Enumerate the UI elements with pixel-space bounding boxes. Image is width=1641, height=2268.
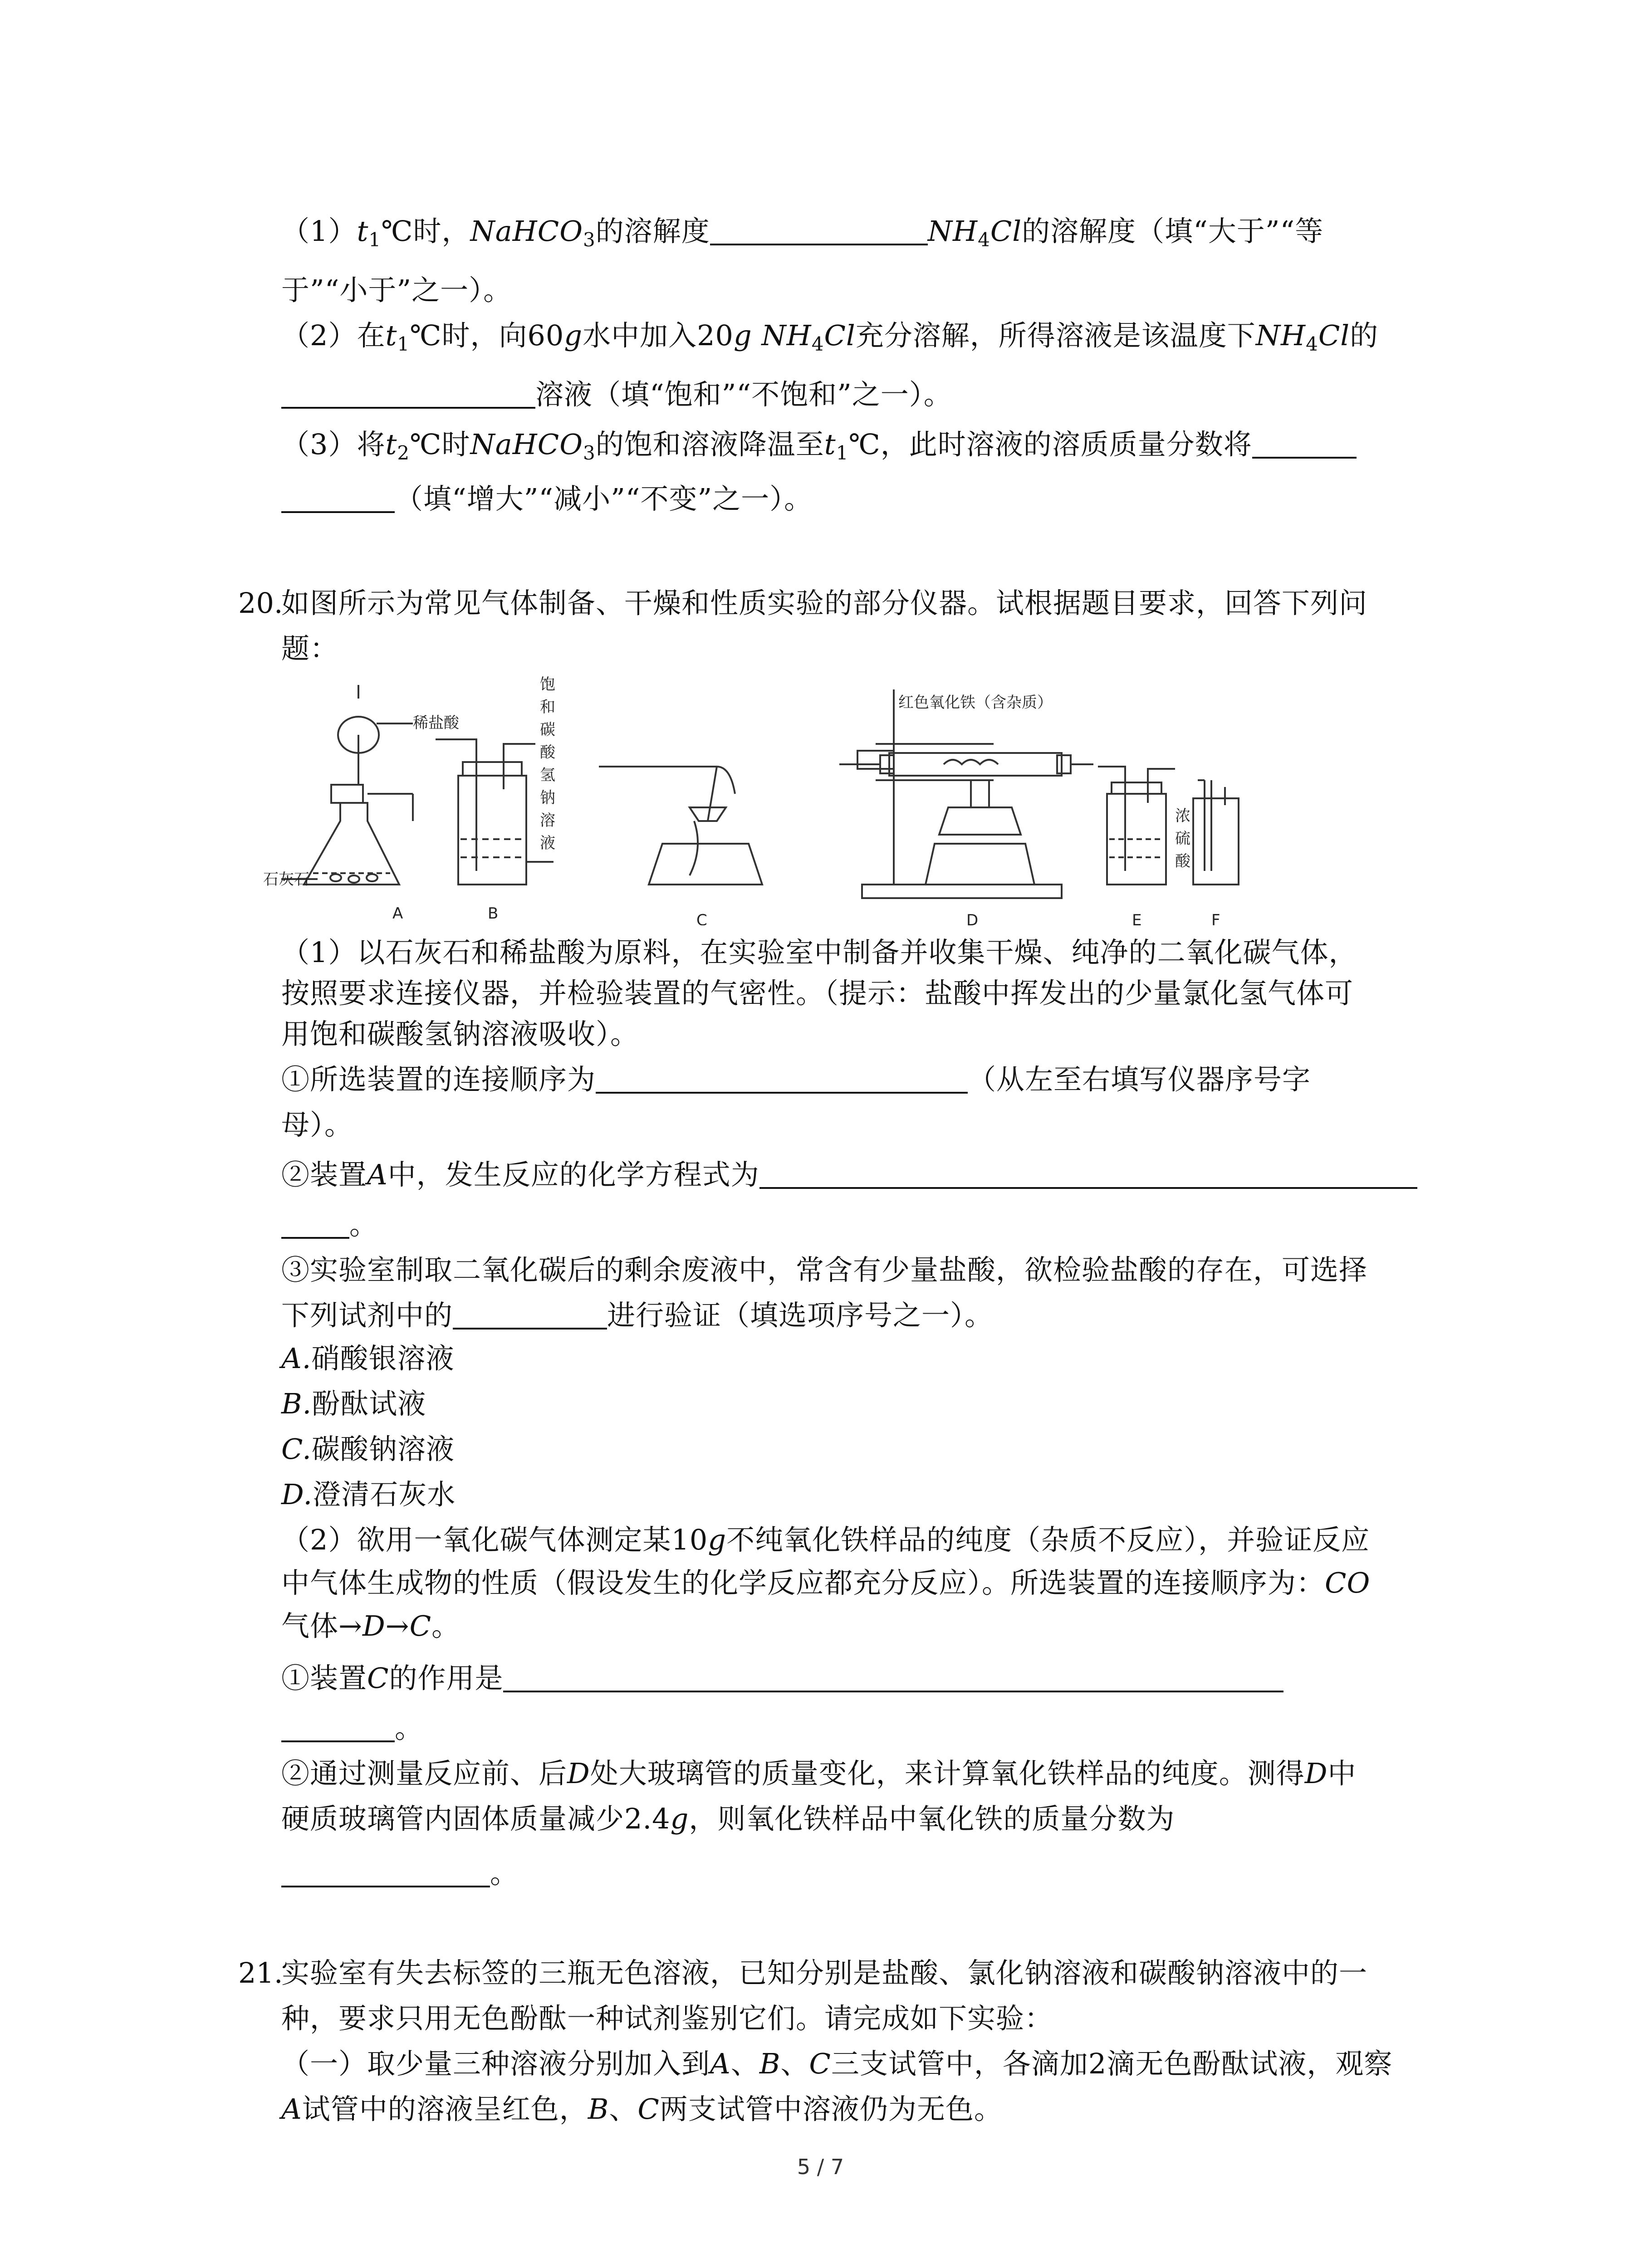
q20-part2-line1: （2）欲用一氧化碳气体测定某10g不纯氧化铁样品的纯度（杂质不反应），并验证反应 [281,1523,1370,1556]
q20-s1-line1: ①所选装置的连接顺序为 （从左至右填写仪器序号字 [281,1063,1311,1096]
svg-text:碳: 碳 [540,721,555,739]
q20-s3-line1: ③实验室制取二氧化碳后的剩余废液中，常含有少量盐酸，欲检验盐酸的存在，可选择 [281,1253,1368,1286]
letter-b: B [488,904,499,923]
letter-f: F [1211,911,1220,925]
page-number: 5 / 7 [797,2155,844,2179]
q20-t2-line1: ②通过测量反应前、后D处大玻璃管的质量变化，来计算氧化铁样品的纯度。测得D中 [281,1757,1357,1790]
label-nahco3 [540,675,556,852]
apparatus-b [436,739,554,885]
q20-t2-line2: 硬质玻璃管内固体质量减少2.4g，则氧化铁样品中氧化铁的质量分数为 [281,1802,1175,1835]
label-dilute-hcl: 稀盐酸 [413,714,459,732]
option-d: D.澄清石灰水 [281,1478,456,1511]
answer-blank[interactable] [503,1662,1283,1692]
q20-s2-line1: ②装置A中，发生反应的化学方程式为 [281,1157,1417,1193]
option-b: B.酚酞试液 [281,1387,426,1420]
svg-text:浓: 浓 [1175,807,1190,825]
q20-part1-line2: 按照要求连接仪器，并检验装置的气密性。（提示：盐酸中挥发出的少量氯化氢气体可 [281,977,1354,1010]
q20-stem-line2: 题： [281,632,339,665]
svg-text:液: 液 [540,834,555,852]
q19-part3-line2: （填“增大”“减小”“不变”之一）。 [281,481,813,517]
answer-blank[interactable] [1252,429,1357,459]
q20-stem-line1: 如图所示为常见气体制备、干燥和性质实验的部分仪器。试根据题目要求，回答下列问 [281,587,1368,620]
svg-text:饱: 饱 [540,675,555,694]
answer-blank[interactable] [596,1064,968,1094]
letter-d: D [966,911,979,925]
svg-text:溶: 溶 [540,811,555,830]
label-conc-h2so4 [1175,807,1191,870]
letter-e: E [1132,911,1142,925]
svg-text:酸: 酸 [540,743,555,762]
answer-blank[interactable] [281,1857,490,1887]
q20-part2-line3: 气体→D→C。 [281,1609,460,1642]
q20-part1-line1: （1）以石灰石和稀盐酸为原料，在实验室中制备并收集干燥、纯净的二氧化碳气体， [281,936,1357,969]
q19-part3-line1: （3）将$t_2℃$时NaHCO$_3$的饱和溶液降温至$t_1℃$，此时溶液的溶质质量分数将 [281,426,1357,463]
q20-part2-line2: 中气体生成物的性质（假设发生的化学反应都充分反应）。所选装置的连接顺序为：CO [281,1566,1371,1599]
answer-blank[interactable] [281,483,395,513]
answer-blank[interactable] [281,379,535,409]
apparatus-d [839,689,1093,898]
q21-line4: A试管中的溶液呈红色，B、C两支试管中溶液仍为无色。 [281,2092,1003,2126]
q19-part1-line1: $(1)t_1℃$时，NaHCO$_3$的溶解度 $NH_4Cl$的溶解度（填“大于”“等 [281,215,1324,251]
answer-blank[interactable] [710,215,928,245]
q20-s3-line2: 下列试剂中的 进行验证（填选项序号之一）。 [281,1299,994,1332]
q21-line1: 实验室有失去标签的三瓶无色溶液，已知分别是盐酸、氯化钠溶液和碳酸钠溶液中的一 [281,1956,1368,1989]
q20-s1-line2: 母）。 [281,1108,353,1141]
q20-t1-line2: 。 [281,1710,423,1746]
q20-t2-line3: 。 [281,1855,519,1892]
apparatus-c [599,767,762,885]
option-a: A.硝酸银溶液 [281,1342,455,1375]
question-number: 20. [238,587,283,620]
q19-part1-line2: 于”“小于”之一）。 [281,274,512,307]
apparatus-a [281,685,413,885]
q20-s2-line2: 。 [281,1207,378,1243]
apparatus-e [1098,767,1175,885]
label-limestone: 石灰石 [263,870,309,889]
q20-part1-line3: 用饱和碳酸氢钠溶液吸收）。 [281,1017,639,1051]
question-number: 21. [238,1956,283,1989]
svg-text:氢: 氢 [540,766,555,784]
label-fe2o3: 红色氧化铁（含杂质） [898,694,1053,712]
q19-part2-line1: （2）在$t_1℃$时，向60g水中加入20g $NH_4Cl$充分溶解，所得溶液是该温度下$NH_4Cl$的 [281,319,1379,355]
q20-t1-line1: ①装置C的作用是 [281,1660,1283,1696]
apparatus-figure [263,671,1243,925]
svg-text:硫: 硫 [1175,830,1190,848]
q19-part2-line2: 溶液（填“饱和”“不饱和”之一）。 [281,376,952,413]
answer-blank[interactable] [453,1300,607,1330]
q21-line3: （一）取少量三种溶液分别加入到A、B、C三支试管中，各滴加2滴无色酚酞试液，观察 [281,2047,1393,2080]
letter-a: A [392,904,403,923]
q21-line2: 种，要求只用无色酚酞一种试剂鉴别它们。请完成如下实验： [281,2002,1053,2035]
answer-blank[interactable] [759,1159,1417,1189]
option-c: C.碳酸钠溶液 [281,1432,455,1466]
answer-blank[interactable] [281,1209,349,1239]
svg-text:和: 和 [540,698,555,716]
apparatus-diagram [263,671,1243,925]
apparatus-f [1193,780,1239,885]
letter-c: C [696,911,707,925]
answer-blank[interactable] [281,1712,395,1742]
svg-text:酸: 酸 [1175,852,1190,870]
svg-text:钠: 钠 [540,789,555,807]
